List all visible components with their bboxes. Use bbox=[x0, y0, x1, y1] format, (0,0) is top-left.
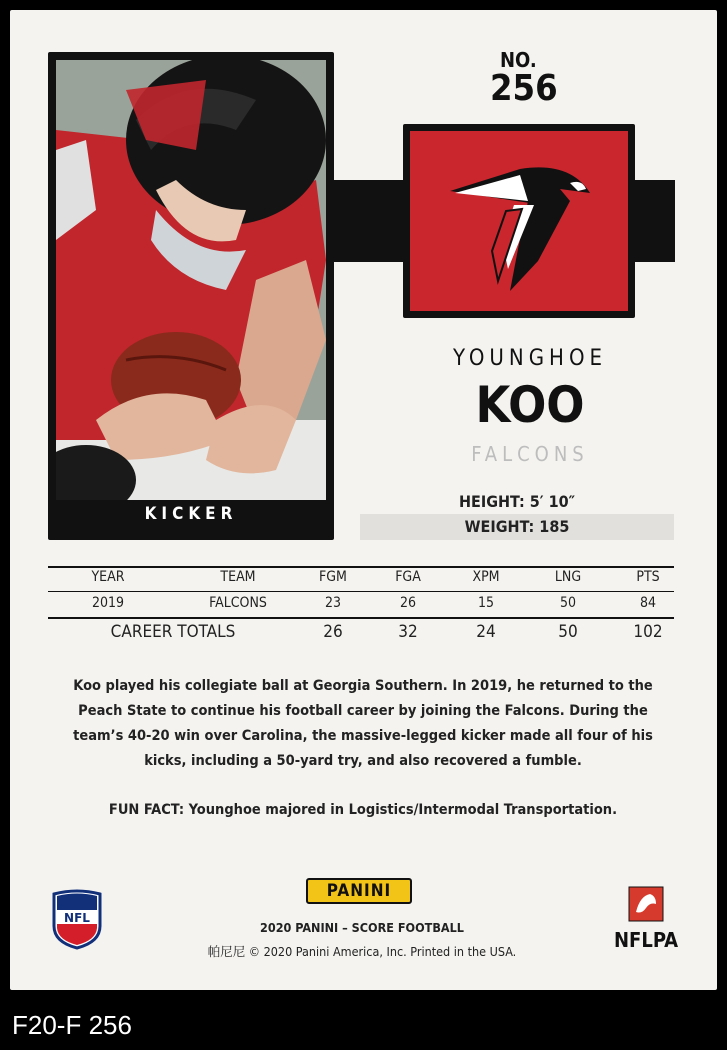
cell-fga: 26 bbox=[399, 595, 417, 611]
bio-line: team’s 40-20 win over Carolina, the massive-legged kicker made all four of his bbox=[73, 728, 653, 744]
cell-year: 2019 bbox=[91, 595, 125, 611]
header-fga: FGA bbox=[395, 569, 421, 585]
stats-totals-rule bbox=[48, 617, 674, 619]
card-back bbox=[10, 10, 717, 990]
bio-line: Peach State to continue his football career by joining the Falcons. During the bbox=[78, 703, 648, 719]
header-lng: LNG bbox=[554, 569, 582, 585]
player-first-name: YOUNGHOE bbox=[452, 346, 608, 371]
fun-fact: FUN FACT: Younghoe majored in Logistics/Intermodal Transportation. bbox=[108, 802, 618, 818]
total-fga: 32 bbox=[398, 622, 418, 642]
cell-xpm: 15 bbox=[477, 595, 495, 611]
nflpa-logo bbox=[614, 886, 678, 952]
team-logo-frame bbox=[403, 124, 635, 318]
cell-lng: 50 bbox=[559, 595, 577, 611]
career-totals-label: CAREER TOTALS bbox=[110, 622, 236, 642]
header-xpm: XPM bbox=[472, 569, 500, 585]
header-team: TEAM bbox=[220, 569, 256, 585]
image-caption: F20-F 256 bbox=[12, 1010, 132, 1040]
player-last-name: KOO bbox=[475, 376, 585, 434]
panini-badge: PANINI bbox=[306, 878, 412, 904]
team-logo-panel bbox=[410, 131, 628, 311]
stats-top-rule bbox=[48, 566, 674, 568]
total-pts: 102 bbox=[633, 622, 663, 642]
nfl-shield-text: NFL bbox=[64, 911, 90, 925]
copyright: 帕尼尼 © 2020 Panini America, Inc. Printed in the USA. bbox=[207, 944, 517, 959]
stats-table bbox=[48, 566, 674, 646]
player-photo-frame bbox=[48, 52, 334, 540]
header-pts: PTS bbox=[636, 569, 660, 585]
set-name: 2020 PANINI – SCORE FOOTBALL bbox=[260, 920, 464, 935]
player-photo bbox=[56, 60, 326, 500]
table-row bbox=[48, 595, 674, 617]
total-fgm: 26 bbox=[323, 622, 343, 642]
bio-line: Koo played his collegiate ball at Georgia Southern. In 2019, he returned to the bbox=[73, 678, 653, 694]
cell-pts: 84 bbox=[639, 595, 657, 611]
bio-line: kicks, including a 50-yard try, and also recovered a fumble. bbox=[144, 753, 582, 769]
nflpa-logo-icon bbox=[628, 886, 664, 922]
nfl-shield-icon bbox=[50, 886, 104, 950]
player-weight: WEIGHT: 185 bbox=[360, 514, 674, 540]
cell-fgm: 23 bbox=[324, 595, 342, 611]
total-xpm: 24 bbox=[476, 622, 496, 642]
player-bio bbox=[50, 674, 676, 774]
career-totals-row bbox=[48, 622, 674, 644]
card-number-label: NO. bbox=[500, 48, 537, 72]
stats-header-row bbox=[48, 569, 674, 591]
card-number: 256 bbox=[490, 68, 558, 109]
team-name: FALCONS bbox=[471, 442, 589, 466]
nflpa-label: NFLPA bbox=[614, 928, 679, 952]
stats-header-rule bbox=[48, 591, 674, 592]
player-height: HEIGHT: 5′ 10″ bbox=[458, 492, 576, 511]
position-label: KICKER bbox=[144, 504, 238, 524]
falcons-logo-icon bbox=[410, 131, 628, 311]
nfl-logo bbox=[50, 886, 104, 954]
header-fgm: FGM bbox=[319, 569, 347, 585]
header-year: YEAR bbox=[91, 569, 125, 585]
total-lng: 50 bbox=[558, 622, 578, 642]
cell-team: FALCONS bbox=[209, 595, 267, 611]
